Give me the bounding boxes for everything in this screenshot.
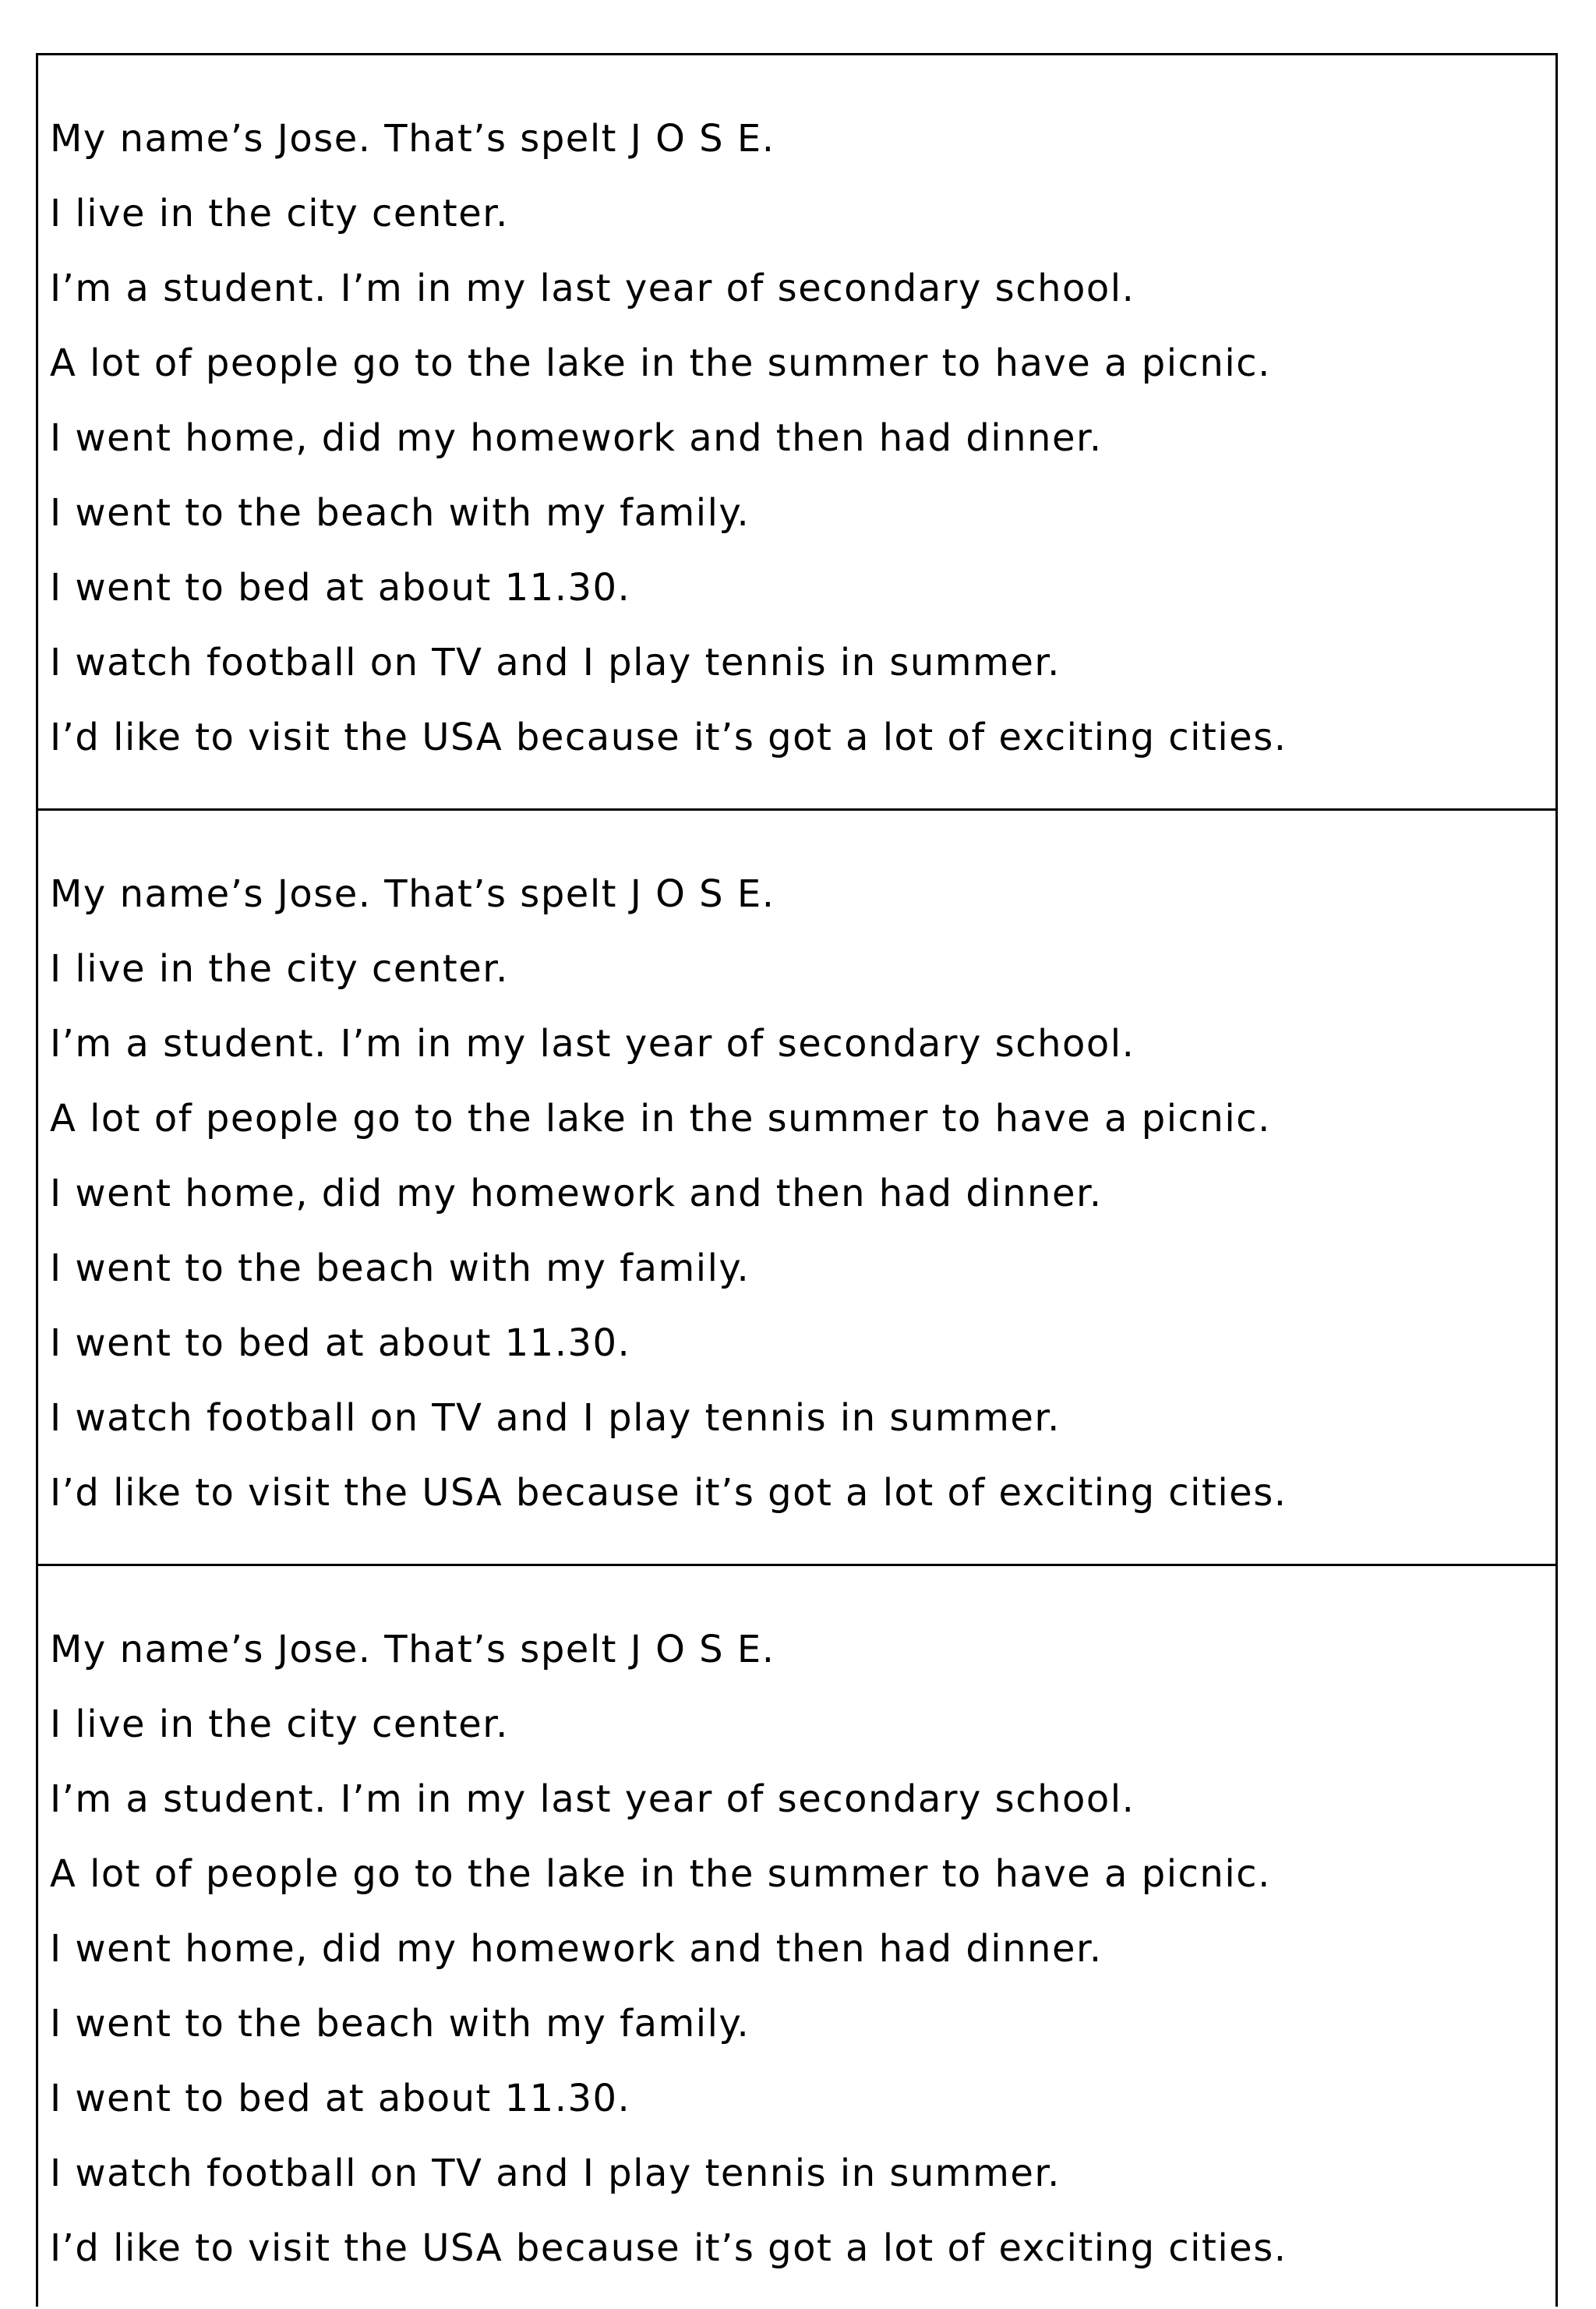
sentence-card	[38, 1566, 1555, 2309]
sentence-line: I live in the city center.	[50, 192, 509, 235]
sentence-card	[38, 811, 1555, 1566]
sentence-line: I watch football on TV and I play tennis in summer.	[50, 2152, 1061, 2195]
sentence-line: I went home, did my homework and then had dinner.	[50, 1927, 1103, 1971]
sentence-line: My name’s Jose. That’s spelt J O S E.	[50, 1628, 775, 1671]
sentence-line: I’d like to visit the USA because it’s got a lot of exciting cities.	[50, 1471, 1287, 1515]
sentence-line: I live in the city center.	[50, 1703, 509, 1746]
sentence-line: I went to the beach with my family.	[50, 2002, 750, 2046]
sentence-card	[38, 55, 1555, 811]
sentence-line: I went to bed at about 11.30.	[50, 566, 631, 610]
sentence-list	[50, 114, 1287, 787]
sentence-list	[50, 1625, 1287, 2298]
sentence-line: I went home, did my homework and then had dinner.	[50, 1172, 1103, 1215]
sentence-line: My name’s Jose. That’s spelt J O S E.	[50, 872, 775, 916]
sentence-line: I’m a student. I’m in my last year of secondary school.	[50, 1022, 1135, 1066]
sentence-line: I watch football on TV and I play tennis in summer.	[50, 641, 1061, 684]
sentence-line: A lot of people go to the lake in the summer to have a picnic.	[50, 1097, 1271, 1140]
sentence-line: I live in the city center.	[50, 947, 509, 991]
sentence-line: I’m a student. I’m in my last year of secondary school.	[50, 1777, 1135, 1821]
sentence-line: I’d like to visit the USA because it’s got a lot of exciting cities.	[50, 2226, 1287, 2270]
worksheet	[36, 53, 1558, 2307]
sentence-line: I’d like to visit the USA because it’s got a lot of exciting cities.	[50, 716, 1287, 759]
sentence-line: I watch football on TV and I play tennis in summer.	[50, 1396, 1061, 1440]
sentence-line: A lot of people go to the lake in the summer to have a picnic.	[50, 1852, 1271, 1896]
sentence-line: I went to bed at about 11.30.	[50, 2077, 631, 2120]
sentence-line: A lot of people go to the lake in the summer to have a picnic.	[50, 341, 1271, 385]
sentence-list	[50, 869, 1287, 1543]
sentence-line: My name’s Jose. That’s spelt J O S E.	[50, 117, 775, 161]
sentence-line: I’m a student. I’m in my last year of secondary school.	[50, 267, 1135, 310]
sentence-line: I went to the beach with my family.	[50, 491, 750, 535]
sentence-line: I went to bed at about 11.30.	[50, 1321, 631, 1365]
sentence-line: I went home, did my homework and then had dinner.	[50, 416, 1103, 460]
sentence-line: I went to the beach with my family.	[50, 1246, 750, 1290]
